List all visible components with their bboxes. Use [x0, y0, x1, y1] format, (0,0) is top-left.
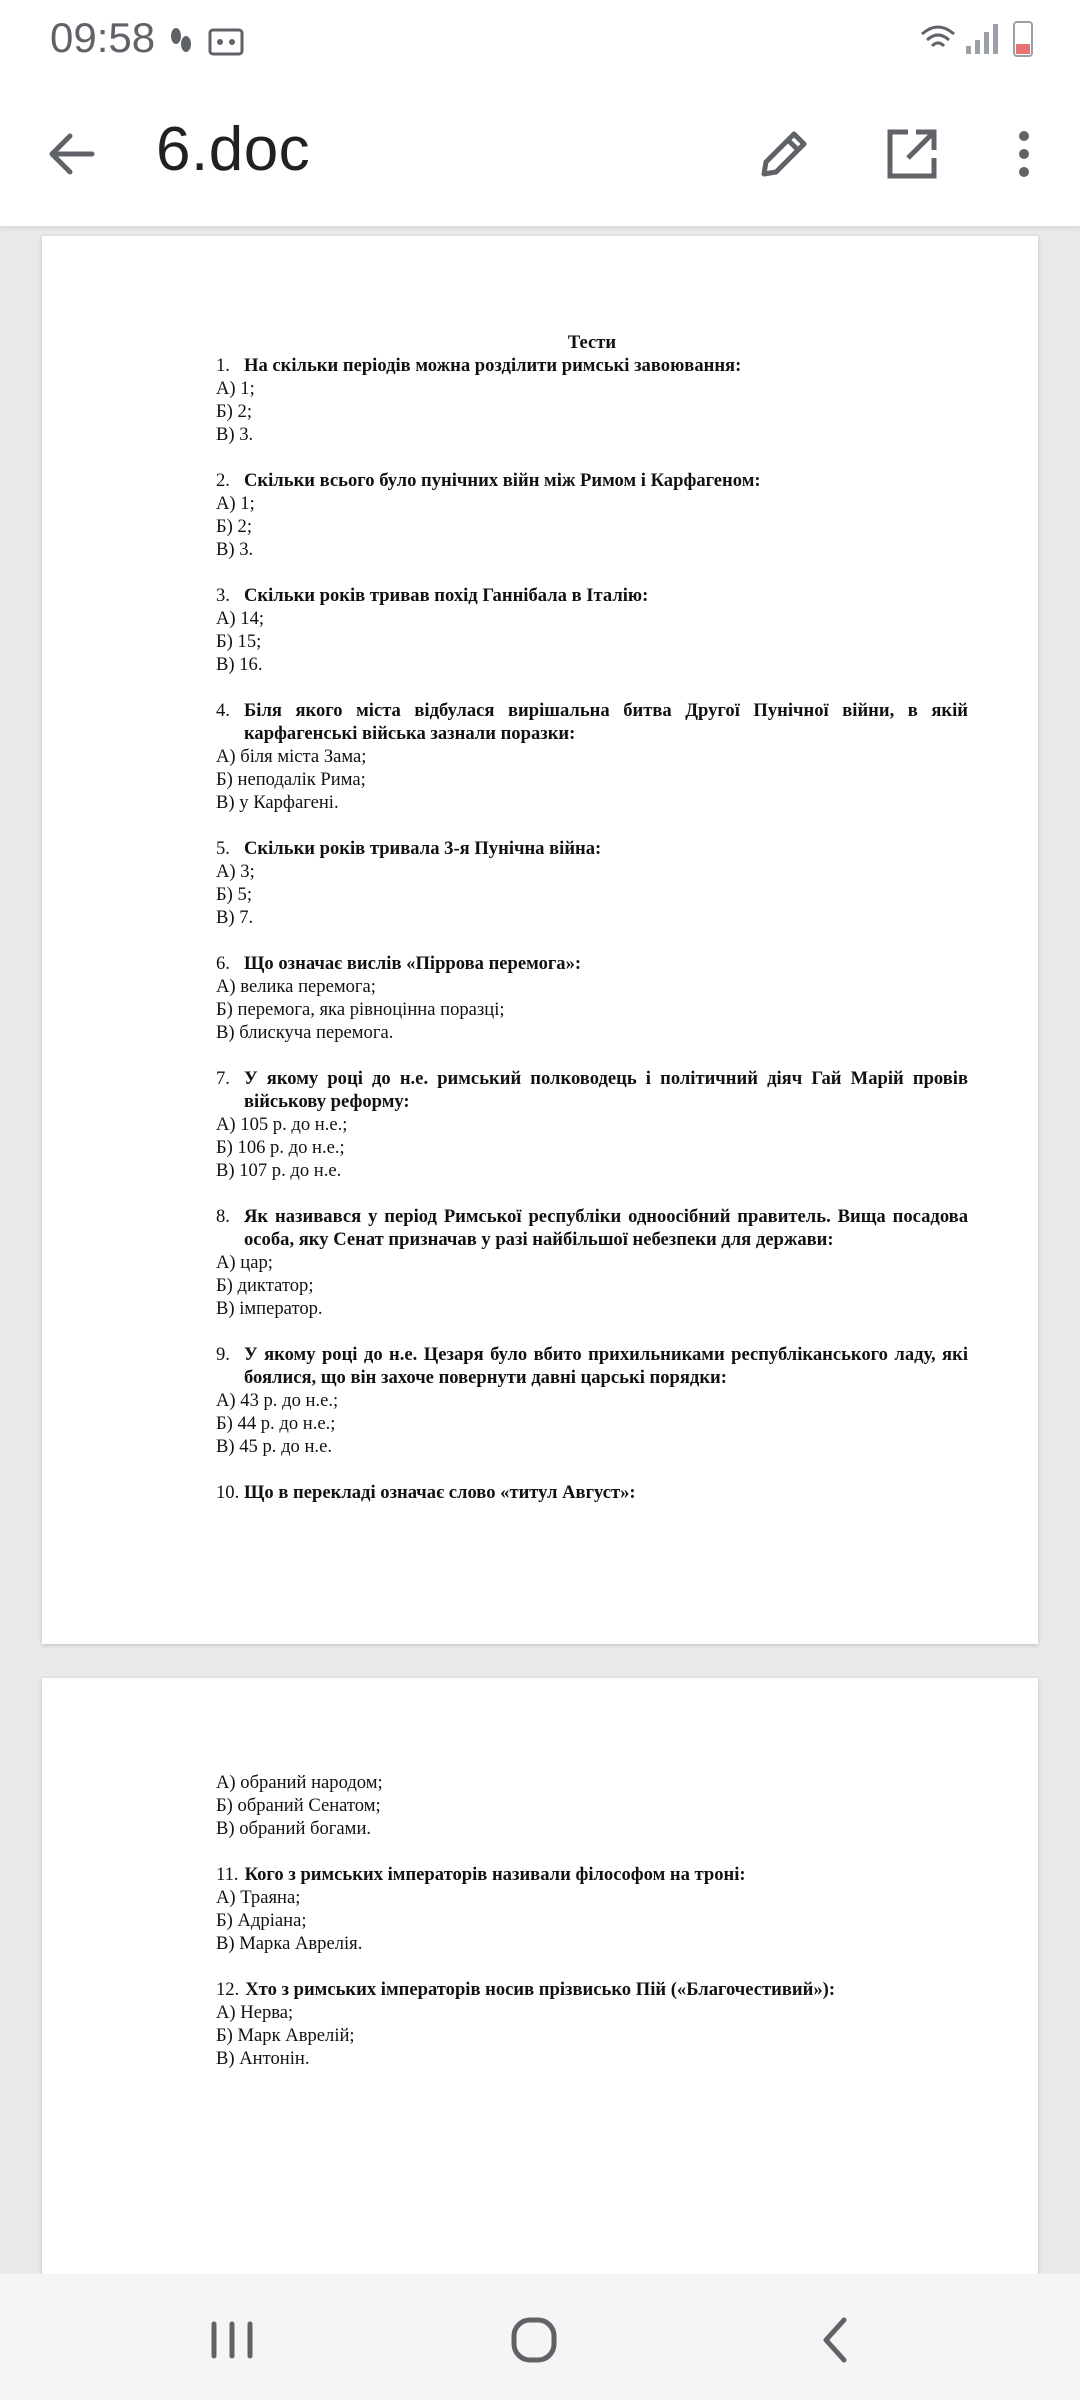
question-text-row — [216, 584, 968, 607]
answer-option: Б) диктатор; — [216, 1275, 314, 1296]
home-icon — [498, 2304, 570, 2376]
question-text-row — [216, 1343, 968, 1389]
page-2-content — [216, 1771, 968, 2093]
answer-option: Б) 5; — [216, 884, 252, 905]
answer-option: Б) 15; — [216, 631, 262, 652]
answer-option: В) 45 р. до н.е. — [216, 1436, 332, 1457]
document-title: 6.doc — [156, 115, 311, 184]
status-right-icons — [918, 18, 1038, 67]
question-number: 2. — [216, 470, 230, 491]
answer-option: В) 7. — [216, 907, 254, 928]
more-vert-icon — [1000, 122, 1048, 186]
answer-option: А) 1; — [216, 493, 255, 514]
battery-icon — [1014, 22, 1032, 56]
question-text-row — [216, 1863, 968, 1886]
question-10 — [216, 1481, 968, 1504]
question-9 — [216, 1343, 968, 1458]
status-bar — [0, 0, 1080, 78]
answer-option: А) 43 р. до н.е.; — [216, 1390, 339, 1411]
answer-option: А) Траяна; — [216, 1887, 301, 1908]
question-2 — [216, 469, 968, 561]
edit-button[interactable] — [752, 122, 816, 186]
question-text-row — [216, 1205, 968, 1251]
question-text: Кого з римських імператорів називали філософом на троні: — [244, 1864, 746, 1885]
question-8 — [216, 1205, 968, 1320]
question-11 — [216, 1863, 968, 1955]
answer-option: Б) 106 р. до н.е.; — [216, 1137, 345, 1158]
wifi-icon — [922, 27, 954, 46]
question-7 — [216, 1067, 968, 1182]
question-number: 11. — [216, 1864, 239, 1885]
question-text: Скільки років тривала 3-я Пунічна війна: — [244, 838, 602, 859]
answer-option: Б) Марк Аврелій; — [216, 2025, 355, 2046]
back-button[interactable] — [40, 122, 104, 186]
step-counter-icon — [171, 28, 191, 52]
home-button[interactable] — [498, 2304, 570, 2376]
question-number: 10. — [216, 1482, 240, 1503]
status-time: 09:58 — [50, 14, 156, 61]
more-options-button[interactable] — [1000, 122, 1048, 186]
question-text: Як називався у період Римської республіки одноосібний правитель. Вища посадова особа, яку Сенат призначав у разі найбільшої небезпеки для держави: — [244, 1206, 968, 1250]
status-left-icons — [168, 22, 248, 67]
answer-option: А) велика перемога; — [216, 976, 376, 997]
question-number: 4. — [216, 700, 230, 721]
question-6 — [216, 952, 968, 1044]
page-1-content — [216, 331, 968, 1527]
question-number: 3. — [216, 585, 230, 606]
question-text: Біля якого міста відбулася вирішальна битва Другої Пунічної війни, в якій карфагенські війська зазнали поразки: — [244, 700, 968, 744]
answer-option: А) 14; — [216, 608, 265, 629]
question-4 — [216, 699, 968, 814]
notification-icon — [210, 30, 242, 54]
chevron-left-icon — [800, 2304, 872, 2376]
answer-option: В) імператор. — [216, 1298, 323, 1319]
question-1 — [216, 354, 968, 446]
pencil-icon — [752, 122, 816, 186]
question-text-row — [216, 1978, 968, 2001]
app-bar — [0, 78, 1080, 227]
question-text: Що означає вислів «Піррова перемога»: — [244, 953, 582, 974]
question-5 — [216, 837, 968, 929]
answer-option: В) 107 р. до н.е. — [216, 1160, 342, 1181]
question-text: Що в перекладі означає слово «титул Август»: — [244, 1482, 636, 1503]
document-page-1 — [42, 236, 1038, 1644]
question-text: У якому році до н.е. Цезаря було вбито прихильниками республіканського ладу, які боялися, що він захоче повернути давні царські порядки: — [244, 1344, 968, 1388]
question-number: 7. — [216, 1068, 230, 1089]
recent-apps-button[interactable] — [196, 2304, 268, 2376]
question-text: На скільки періодів можна розділити римські завоювання: — [244, 355, 742, 376]
question-text-row — [216, 952, 968, 975]
arrow-left-icon — [40, 122, 104, 186]
answer-option: В) 3. — [216, 424, 254, 445]
question-text-row — [216, 469, 968, 492]
answer-option: В) обраний богами. — [216, 1818, 372, 1839]
question-text-row — [216, 354, 968, 377]
back-nav-button[interactable] — [800, 2304, 872, 2376]
recent-apps-icon — [196, 2304, 268, 2376]
document-page-2 — [42, 1678, 1038, 2278]
question-list-page-1 — [216, 354, 968, 1504]
open-in-new-icon — [880, 122, 944, 186]
question-list-page-2 — [216, 1863, 968, 2070]
question-number: 9. — [216, 1344, 230, 1365]
question-10-continued — [216, 1771, 968, 1840]
question-text-row — [216, 1481, 968, 1504]
question-text-row — [216, 699, 968, 745]
question-number: 6. — [216, 953, 230, 974]
question-text: Хто з римських імператорів носив прізвисько Пій («Благочестивий»): — [245, 1979, 836, 2000]
answer-option: В) у Карфагені. — [216, 792, 339, 813]
answer-option: А) 3; — [216, 861, 255, 882]
answer-option: Б) 44 р. до н.е.; — [216, 1413, 336, 1434]
question-12 — [216, 1978, 968, 2070]
question-text: У якому році до н.е. римський полководець і політичний діяч Гай Марій провів військову реформу: — [244, 1068, 968, 1112]
answer-option: А) обраний народом; — [216, 1772, 383, 1793]
navigation-bar — [0, 2274, 1080, 2400]
answer-option: Б) 2; — [216, 401, 252, 422]
answer-option: Б) неподалік Рима; — [216, 769, 366, 790]
question-number: 12. — [216, 1979, 240, 2000]
answer-option: В) Антонін. — [216, 2048, 310, 2069]
answer-option: А) цар; — [216, 1252, 273, 1273]
question-text-row — [216, 1067, 968, 1113]
answer-option: Б) обраний Сенатом; — [216, 1795, 381, 1816]
answer-option: В) 16. — [216, 654, 263, 675]
signal-icon — [966, 24, 998, 54]
question-number: 1. — [216, 355, 230, 376]
answer-option: Б) перемога, яка рівноцінна поразці; — [216, 999, 505, 1020]
question-3 — [216, 584, 968, 676]
answer-option: А) 105 р. до н.е.; — [216, 1114, 348, 1135]
question-number: 5. — [216, 838, 230, 859]
answer-option: А) біля міста Зама; — [216, 746, 367, 767]
answer-option: А) Нерва; — [216, 2002, 294, 2023]
answer-option: Б) Адріана; — [216, 1910, 307, 1931]
answer-option: А) 1; — [216, 378, 255, 399]
question-number: 8. — [216, 1206, 230, 1227]
answer-option: В) 3. — [216, 539, 254, 560]
answer-option: В) блискуча перемога. — [216, 1022, 394, 1043]
question-text: Скільки всього було пунічних війн між Римом і Карфагеном: — [244, 470, 761, 491]
document-heading: Тести — [567, 332, 617, 353]
answer-option: Б) 2; — [216, 516, 252, 537]
question-text-row — [216, 837, 968, 860]
answer-option: В) Марка Аврелія. — [216, 1933, 363, 1954]
question-text: Скільки років тривав похід Ганнібала в Італію: — [244, 585, 649, 606]
open-in-app-button[interactable] — [880, 122, 944, 186]
